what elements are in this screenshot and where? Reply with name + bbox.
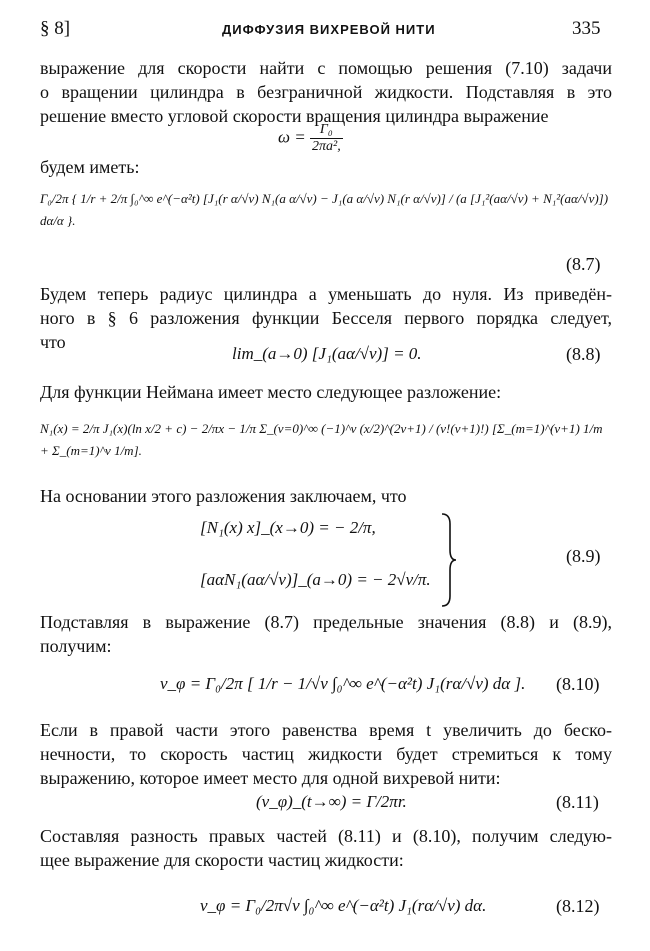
equation-number-8-10: (8.10) (556, 674, 600, 694)
equation-number-8-11: (8.11) (556, 792, 599, 812)
text-line: о вращении цилиндра в безграничной жидкости. Подставляя в это (40, 82, 612, 102)
page-number: 335 (572, 18, 601, 39)
equation-8-11: (v_φ)_(t→∞) = Γ/2πr. (256, 792, 407, 811)
text-line: выражение для скорости найти с помощью решения (7.10) задачи (40, 58, 612, 78)
equation-8-12: v_φ = Γ₀/2π√ν ∫₀^∞ e^(−α²t) J₁(rα/√ν) dα. (200, 896, 487, 915)
paragraph-5 (40, 484, 612, 508)
equation-number-8-8: (8.8) (566, 344, 601, 364)
omega-fraction (310, 122, 343, 155)
text-line: Будем теперь радиус цилиндра a уменьшать до нуля. Из приведён- (40, 284, 612, 304)
text-line: выражению, которое имеет место для одной вихревой нити: (40, 768, 501, 788)
omega-denominator: 2πa², (311, 139, 341, 154)
text-line: На основании этого разложения заключаем, что (40, 486, 407, 506)
text-line: получим: (40, 636, 112, 656)
equation-number-8-7: (8.7) (566, 254, 601, 274)
section-marker: § 8] (40, 18, 71, 39)
text-line: что (40, 332, 66, 352)
paragraph-1 (40, 56, 612, 128)
equation-8-9-line-1: [N₁(x) x]_(x→0) = − 2/π, (200, 518, 376, 537)
text-line: Для функции Неймана имеет место следующее разложение: (40, 382, 502, 402)
text-line: Подставляя в выражение (8.7) предельные значения (8.8) и (8.9), (40, 612, 612, 632)
equation-8-7: Γ₀/2π { 1/r + 2/π ∫₀^∞ e^(−α²t) [J₁(r α/√ν) N₁(a α/√ν) − J₁(a α/√ν) N₁(r α/√ν)] / (a [J₁²(aα/√ν) + N₁²(aα/√ν)]) dα/α }. (40, 191, 609, 228)
text-line: Если в правой части этого равенства время t увеличить до беско- (40, 720, 612, 740)
text-line: Составляя разность правых частей (8.11) и (8.10), получим следую- (40, 826, 612, 846)
paragraph-8 (40, 824, 612, 872)
paragraph-2 (40, 155, 612, 179)
equation-omega (278, 122, 343, 155)
running-title: ДИФФУЗИЯ ВИХРЕВОЙ НИТИ (222, 22, 436, 37)
paragraph-4 (40, 380, 612, 404)
text-line: щее выражение для скорости частиц жидкости: (40, 850, 404, 870)
omega-lhs: ω = (278, 127, 306, 147)
omega-numerator: Γ₀ (310, 122, 343, 139)
equation-8-10: v_φ = Γ₀/2π [ 1/r − 1/√ν ∫₀^∞ e^(−α²t) J₁(rα/√ν) dα ]. (160, 674, 526, 693)
paragraph-7 (40, 718, 612, 790)
equation-number-8-9: (8.9) (566, 546, 601, 566)
equation-neumann-expansion: N₁(x) = 2/π J₁(x)(ln x/2 + c) − 2/πx − 1/π Σ_(ν=0)^∞ (−1)^ν (x/2)^(2ν+1) / (ν!(ν+1)!) [Σ_(m=1)^(ν+1) 1/m + Σ_(m=1)^ν 1/m]. (40, 421, 603, 458)
text-line: будем иметь: (40, 157, 140, 177)
text-line: нечности, то скорость частиц жидкости будет стремиться к тому (40, 744, 612, 764)
equation-8-9-line-2: [aαN₁(aα/√ν)]_(a→0) = − 2√ν/π. (200, 570, 431, 589)
text-line: ного в § 6 разложения функции Бесселя первого порядка следует, (40, 308, 612, 328)
text-line: решение вместо угловой скорости вращения цилиндра выражение (40, 106, 549, 126)
equation-8-8: lim_(a→0) [J₁(aα/√ν)] = 0. (232, 344, 422, 363)
paragraph-6 (40, 610, 612, 658)
equation-number-8-12: (8.12) (556, 896, 600, 916)
right-brace (440, 512, 458, 608)
